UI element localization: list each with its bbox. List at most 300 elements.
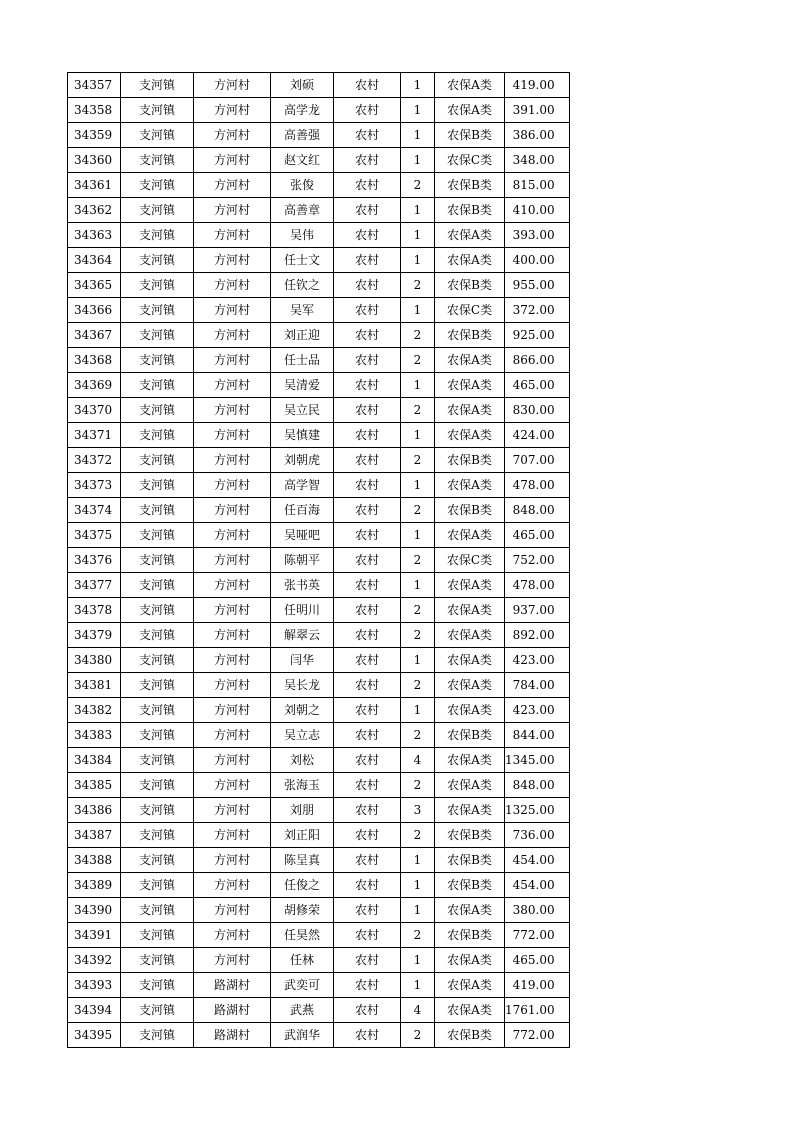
town-cell: 支河镇 — [121, 623, 194, 648]
household-type-cell: 农村 — [334, 573, 401, 598]
village-cell: 方河村 — [194, 448, 271, 473]
record-id-cell: 34373 — [68, 473, 121, 498]
town-cell: 支河镇 — [121, 448, 194, 473]
town-cell: 支河镇 — [121, 348, 194, 373]
person-name-cell: 武奕可 — [271, 973, 334, 998]
town-cell: 支河镇 — [121, 498, 194, 523]
table-row — [68, 723, 570, 748]
town-cell: 支河镇 — [121, 798, 194, 823]
person-name-cell: 任林 — [271, 948, 334, 973]
insurance-category-cell: 农保B类 — [435, 123, 505, 148]
person-name-cell: 吴立志 — [271, 723, 334, 748]
village-cell: 方河村 — [194, 373, 271, 398]
insurance-category-cell: 农保A类 — [435, 798, 505, 823]
record-id-cell: 34369 — [68, 373, 121, 398]
member-count-cell: 1 — [401, 123, 435, 148]
member-count-cell: 1 — [401, 698, 435, 723]
village-cell: 方河村 — [194, 398, 271, 423]
member-count-cell: 2 — [401, 923, 435, 948]
household-type-cell: 农村 — [334, 98, 401, 123]
person-name-cell: 刘硕 — [271, 73, 334, 98]
insurance-category-cell: 农保B类 — [435, 198, 505, 223]
table-row — [68, 948, 570, 973]
town-cell: 支河镇 — [121, 373, 194, 398]
insurance-category-cell: 农保A类 — [435, 648, 505, 673]
town-cell: 支河镇 — [121, 873, 194, 898]
village-cell: 路湖村 — [194, 998, 271, 1023]
table-row — [68, 123, 570, 148]
table-row — [68, 598, 570, 623]
person-name-cell: 吴长龙 — [271, 673, 334, 698]
table-row — [68, 173, 570, 198]
person-name-cell: 吴清爱 — [271, 373, 334, 398]
table-row — [68, 423, 570, 448]
table-row — [68, 398, 570, 423]
insurance-category-cell: 农保C类 — [435, 548, 505, 573]
member-count-cell: 1 — [401, 98, 435, 123]
village-cell: 方河村 — [194, 623, 271, 648]
village-cell: 方河村 — [194, 548, 271, 573]
member-count-cell: 1 — [401, 248, 435, 273]
household-type-cell: 农村 — [334, 123, 401, 148]
town-cell: 支河镇 — [121, 998, 194, 1023]
member-count-cell: 1 — [401, 223, 435, 248]
insurance-category-cell: 农保A类 — [435, 623, 505, 648]
insurance-category-cell: 农保B类 — [435, 498, 505, 523]
table-row — [68, 923, 570, 948]
household-type-cell: 农村 — [334, 173, 401, 198]
insurance-category-cell: 农保A类 — [435, 973, 505, 998]
town-cell: 支河镇 — [121, 573, 194, 598]
town-cell: 支河镇 — [121, 323, 194, 348]
amount-cell: 465.00 — [505, 373, 570, 398]
insurance-category-cell: 农保B类 — [435, 323, 505, 348]
table-row — [68, 348, 570, 373]
record-id-cell: 34384 — [68, 748, 121, 773]
insurance-category-cell: 农保B类 — [435, 448, 505, 473]
table-row — [68, 323, 570, 348]
record-id-cell: 34357 — [68, 73, 121, 98]
member-count-cell: 1 — [401, 298, 435, 323]
household-type-cell: 农村 — [334, 148, 401, 173]
person-name-cell: 闫华 — [271, 648, 334, 673]
record-id-cell: 34387 — [68, 823, 121, 848]
table-row — [68, 798, 570, 823]
amount-cell: 892.00 — [505, 623, 570, 648]
amount-cell: 772.00 — [505, 923, 570, 948]
amount-cell: 465.00 — [505, 948, 570, 973]
member-count-cell: 2 — [401, 823, 435, 848]
village-cell: 方河村 — [194, 498, 271, 523]
person-name-cell: 任昊然 — [271, 923, 334, 948]
record-id-cell: 34381 — [68, 673, 121, 698]
village-cell: 方河村 — [194, 723, 271, 748]
town-cell: 支河镇 — [121, 423, 194, 448]
village-cell: 方河村 — [194, 773, 271, 798]
records-table-body — [68, 73, 570, 1048]
member-count-cell: 4 — [401, 998, 435, 1023]
table-row — [68, 298, 570, 323]
village-cell: 方河村 — [194, 323, 271, 348]
member-count-cell: 1 — [401, 423, 435, 448]
record-id-cell: 34376 — [68, 548, 121, 573]
household-type-cell: 农村 — [334, 498, 401, 523]
household-type-cell: 农村 — [334, 598, 401, 623]
member-count-cell: 2 — [401, 673, 435, 698]
town-cell: 支河镇 — [121, 823, 194, 848]
record-id-cell: 34386 — [68, 798, 121, 823]
person-name-cell: 武润华 — [271, 1023, 334, 1048]
household-type-cell: 农村 — [334, 198, 401, 223]
household-type-cell: 农村 — [334, 1023, 401, 1048]
insurance-category-cell: 农保A类 — [435, 948, 505, 973]
person-name-cell: 高善强 — [271, 123, 334, 148]
household-type-cell: 农村 — [334, 673, 401, 698]
table-row — [68, 773, 570, 798]
insurance-category-cell: 农保A类 — [435, 698, 505, 723]
amount-cell: 752.00 — [505, 548, 570, 573]
village-cell: 方河村 — [194, 173, 271, 198]
town-cell: 支河镇 — [121, 148, 194, 173]
amount-cell: 391.00 — [505, 98, 570, 123]
person-name-cell: 任俊之 — [271, 873, 334, 898]
member-count-cell: 1 — [401, 198, 435, 223]
town-cell: 支河镇 — [121, 398, 194, 423]
village-cell: 方河村 — [194, 148, 271, 173]
table-row — [68, 223, 570, 248]
town-cell: 支河镇 — [121, 723, 194, 748]
amount-cell: 400.00 — [505, 248, 570, 273]
village-cell: 方河村 — [194, 798, 271, 823]
amount-cell: 419.00 — [505, 73, 570, 98]
insurance-category-cell: 农保A类 — [435, 248, 505, 273]
town-cell: 支河镇 — [121, 98, 194, 123]
person-name-cell: 刘松 — [271, 748, 334, 773]
person-name-cell: 张俊 — [271, 173, 334, 198]
insurance-category-cell: 农保C类 — [435, 148, 505, 173]
record-id-cell: 34394 — [68, 998, 121, 1023]
village-cell: 方河村 — [194, 698, 271, 723]
table-row — [68, 648, 570, 673]
insurance-category-cell: 农保A类 — [435, 423, 505, 448]
record-id-cell: 34383 — [68, 723, 121, 748]
amount-cell: 465.00 — [505, 523, 570, 548]
town-cell: 支河镇 — [121, 673, 194, 698]
person-name-cell: 胡修荣 — [271, 898, 334, 923]
amount-cell: 454.00 — [505, 848, 570, 873]
person-name-cell: 吴军 — [271, 298, 334, 323]
town-cell: 支河镇 — [121, 273, 194, 298]
member-count-cell: 2 — [401, 623, 435, 648]
amount-cell: 866.00 — [505, 348, 570, 373]
household-type-cell: 农村 — [334, 448, 401, 473]
village-cell: 方河村 — [194, 273, 271, 298]
record-id-cell: 34368 — [68, 348, 121, 373]
town-cell: 支河镇 — [121, 473, 194, 498]
record-id-cell: 34358 — [68, 98, 121, 123]
amount-cell: 772.00 — [505, 1023, 570, 1048]
town-cell: 支河镇 — [121, 298, 194, 323]
amount-cell: 478.00 — [505, 573, 570, 598]
member-count-cell: 1 — [401, 73, 435, 98]
member-count-cell: 2 — [401, 498, 435, 523]
household-type-cell: 农村 — [334, 748, 401, 773]
insurance-category-cell: 农保A类 — [435, 98, 505, 123]
amount-cell: 423.00 — [505, 698, 570, 723]
record-id-cell: 34360 — [68, 148, 121, 173]
member-count-cell: 1 — [401, 573, 435, 598]
village-cell: 方河村 — [194, 923, 271, 948]
town-cell: 支河镇 — [121, 648, 194, 673]
household-type-cell: 农村 — [334, 523, 401, 548]
village-cell: 方河村 — [194, 848, 271, 873]
record-id-cell: 34378 — [68, 598, 121, 623]
village-cell: 方河村 — [194, 423, 271, 448]
member-count-cell: 2 — [401, 773, 435, 798]
record-id-cell: 34374 — [68, 498, 121, 523]
amount-cell: 393.00 — [505, 223, 570, 248]
record-id-cell: 34385 — [68, 773, 121, 798]
member-count-cell: 2 — [401, 598, 435, 623]
member-count-cell: 2 — [401, 323, 435, 348]
town-cell: 支河镇 — [121, 73, 194, 98]
household-type-cell: 农村 — [334, 548, 401, 573]
table-row — [68, 973, 570, 998]
person-name-cell: 高善章 — [271, 198, 334, 223]
household-type-cell: 农村 — [334, 873, 401, 898]
amount-cell: 844.00 — [505, 723, 570, 748]
household-type-cell: 农村 — [334, 698, 401, 723]
household-type-cell: 农村 — [334, 373, 401, 398]
insurance-category-cell: 农保A类 — [435, 348, 505, 373]
household-type-cell: 农村 — [334, 798, 401, 823]
insurance-category-cell: 农保B类 — [435, 873, 505, 898]
record-id-cell: 34389 — [68, 873, 121, 898]
town-cell: 支河镇 — [121, 198, 194, 223]
village-cell: 方河村 — [194, 348, 271, 373]
person-name-cell: 解翠云 — [271, 623, 334, 648]
village-cell: 方河村 — [194, 248, 271, 273]
member-count-cell: 4 — [401, 748, 435, 773]
amount-cell: 848.00 — [505, 773, 570, 798]
record-id-cell: 34395 — [68, 1023, 121, 1048]
household-type-cell: 农村 — [334, 948, 401, 973]
person-name-cell: 刘正阳 — [271, 823, 334, 848]
amount-cell: 848.00 — [505, 498, 570, 523]
village-cell: 方河村 — [194, 473, 271, 498]
town-cell: 支河镇 — [121, 173, 194, 198]
amount-cell: 380.00 — [505, 898, 570, 923]
household-type-cell: 农村 — [334, 348, 401, 373]
amount-cell: 1345.00 — [505, 748, 570, 773]
member-count-cell: 2 — [401, 548, 435, 573]
town-cell: 支河镇 — [121, 523, 194, 548]
record-id-cell: 34382 — [68, 698, 121, 723]
table-row — [68, 848, 570, 873]
village-cell: 方河村 — [194, 948, 271, 973]
amount-cell: 454.00 — [505, 873, 570, 898]
town-cell: 支河镇 — [121, 123, 194, 148]
amount-cell: 423.00 — [505, 648, 570, 673]
member-count-cell: 1 — [401, 948, 435, 973]
table-row — [68, 448, 570, 473]
member-count-cell: 1 — [401, 373, 435, 398]
member-count-cell: 1 — [401, 473, 435, 498]
household-type-cell: 农村 — [334, 723, 401, 748]
amount-cell: 348.00 — [505, 148, 570, 173]
insurance-category-cell: 农保A类 — [435, 473, 505, 498]
amount-cell: 424.00 — [505, 423, 570, 448]
household-type-cell: 农村 — [334, 998, 401, 1023]
table-row — [68, 148, 570, 173]
town-cell: 支河镇 — [121, 748, 194, 773]
insurance-category-cell: 农保B类 — [435, 173, 505, 198]
member-count-cell: 1 — [401, 648, 435, 673]
insurance-category-cell: 农保A类 — [435, 598, 505, 623]
household-type-cell: 农村 — [334, 823, 401, 848]
member-count-cell: 3 — [401, 798, 435, 823]
member-count-cell: 2 — [401, 1023, 435, 1048]
household-type-cell: 农村 — [334, 923, 401, 948]
person-name-cell: 刘正迎 — [271, 323, 334, 348]
town-cell: 支河镇 — [121, 948, 194, 973]
town-cell: 支河镇 — [121, 248, 194, 273]
member-count-cell: 1 — [401, 523, 435, 548]
record-id-cell: 34367 — [68, 323, 121, 348]
insurance-category-cell: 农保B类 — [435, 723, 505, 748]
table-row — [68, 748, 570, 773]
person-name-cell: 陈呈真 — [271, 848, 334, 873]
village-cell: 方河村 — [194, 598, 271, 623]
household-type-cell: 农村 — [334, 298, 401, 323]
household-type-cell: 农村 — [334, 73, 401, 98]
insurance-category-cell: 农保A类 — [435, 398, 505, 423]
person-name-cell: 吴慎建 — [271, 423, 334, 448]
insurance-category-cell: 农保A类 — [435, 223, 505, 248]
insurance-category-cell: 农保A类 — [435, 373, 505, 398]
table-row — [68, 98, 570, 123]
record-id-cell: 34366 — [68, 298, 121, 323]
household-type-cell: 农村 — [334, 423, 401, 448]
member-count-cell: 2 — [401, 348, 435, 373]
member-count-cell: 1 — [401, 848, 435, 873]
record-id-cell: 34379 — [68, 623, 121, 648]
amount-cell: 386.00 — [505, 123, 570, 148]
amount-cell: 925.00 — [505, 323, 570, 348]
person-name-cell: 张书英 — [271, 573, 334, 598]
table-row — [68, 1023, 570, 1048]
person-name-cell: 刘朝虎 — [271, 448, 334, 473]
person-name-cell: 吴伟 — [271, 223, 334, 248]
person-name-cell: 刘朋 — [271, 798, 334, 823]
village-cell: 方河村 — [194, 98, 271, 123]
table-row — [68, 573, 570, 598]
town-cell: 支河镇 — [121, 698, 194, 723]
insurance-category-cell: 农保B类 — [435, 1023, 505, 1048]
record-id-cell: 34361 — [68, 173, 121, 198]
table-row — [68, 673, 570, 698]
person-name-cell: 任士品 — [271, 348, 334, 373]
insurance-category-cell: 农保A类 — [435, 73, 505, 98]
village-cell: 方河村 — [194, 523, 271, 548]
amount-cell: 1325.00 — [505, 798, 570, 823]
insurance-category-cell: 农保B类 — [435, 848, 505, 873]
town-cell: 支河镇 — [121, 973, 194, 998]
village-cell: 方河村 — [194, 573, 271, 598]
table-row — [68, 373, 570, 398]
table-row — [68, 823, 570, 848]
household-type-cell: 农村 — [334, 248, 401, 273]
household-type-cell: 农村 — [334, 323, 401, 348]
person-name-cell: 刘朝之 — [271, 698, 334, 723]
village-cell: 方河村 — [194, 873, 271, 898]
record-id-cell: 34364 — [68, 248, 121, 273]
village-cell: 方河村 — [194, 673, 271, 698]
amount-cell: 830.00 — [505, 398, 570, 423]
household-type-cell: 农村 — [334, 848, 401, 873]
record-id-cell: 34388 — [68, 848, 121, 873]
member-count-cell: 1 — [401, 873, 435, 898]
insurance-category-cell: 农保A类 — [435, 523, 505, 548]
village-cell: 方河村 — [194, 898, 271, 923]
member-count-cell: 2 — [401, 173, 435, 198]
record-id-cell: 34391 — [68, 923, 121, 948]
town-cell: 支河镇 — [121, 223, 194, 248]
village-cell: 方河村 — [194, 648, 271, 673]
village-cell: 方河村 — [194, 223, 271, 248]
amount-cell: 410.00 — [505, 198, 570, 223]
household-type-cell: 农村 — [334, 398, 401, 423]
table-row — [68, 498, 570, 523]
member-count-cell: 1 — [401, 898, 435, 923]
town-cell: 支河镇 — [121, 773, 194, 798]
table-row — [68, 548, 570, 573]
insurance-category-cell: 农保A类 — [435, 573, 505, 598]
member-count-cell: 2 — [401, 448, 435, 473]
record-id-cell: 34370 — [68, 398, 121, 423]
record-id-cell: 34371 — [68, 423, 121, 448]
village-cell: 方河村 — [194, 123, 271, 148]
table-row — [68, 898, 570, 923]
town-cell: 支河镇 — [121, 898, 194, 923]
amount-cell: 937.00 — [505, 598, 570, 623]
person-name-cell: 武燕 — [271, 998, 334, 1023]
village-cell: 方河村 — [194, 198, 271, 223]
insurance-category-cell: 农保A类 — [435, 998, 505, 1023]
household-type-cell: 农村 — [334, 898, 401, 923]
member-count-cell: 1 — [401, 973, 435, 998]
town-cell: 支河镇 — [121, 923, 194, 948]
person-name-cell: 任百海 — [271, 498, 334, 523]
person-name-cell: 吴立民 — [271, 398, 334, 423]
insurance-category-cell: 农保A类 — [435, 773, 505, 798]
insurance-category-cell: 农保A类 — [435, 898, 505, 923]
person-name-cell: 吴哑吧 — [271, 523, 334, 548]
insurance-category-cell: 农保B类 — [435, 923, 505, 948]
town-cell: 支河镇 — [121, 848, 194, 873]
record-id-cell: 34390 — [68, 898, 121, 923]
records-table — [67, 72, 570, 1048]
amount-cell: 784.00 — [505, 673, 570, 698]
household-type-cell: 农村 — [334, 273, 401, 298]
amount-cell: 815.00 — [505, 173, 570, 198]
member-count-cell: 2 — [401, 723, 435, 748]
person-name-cell: 高学龙 — [271, 98, 334, 123]
member-count-cell: 2 — [401, 398, 435, 423]
person-name-cell: 任明川 — [271, 598, 334, 623]
household-type-cell: 农村 — [334, 473, 401, 498]
village-cell: 路湖村 — [194, 1023, 271, 1048]
